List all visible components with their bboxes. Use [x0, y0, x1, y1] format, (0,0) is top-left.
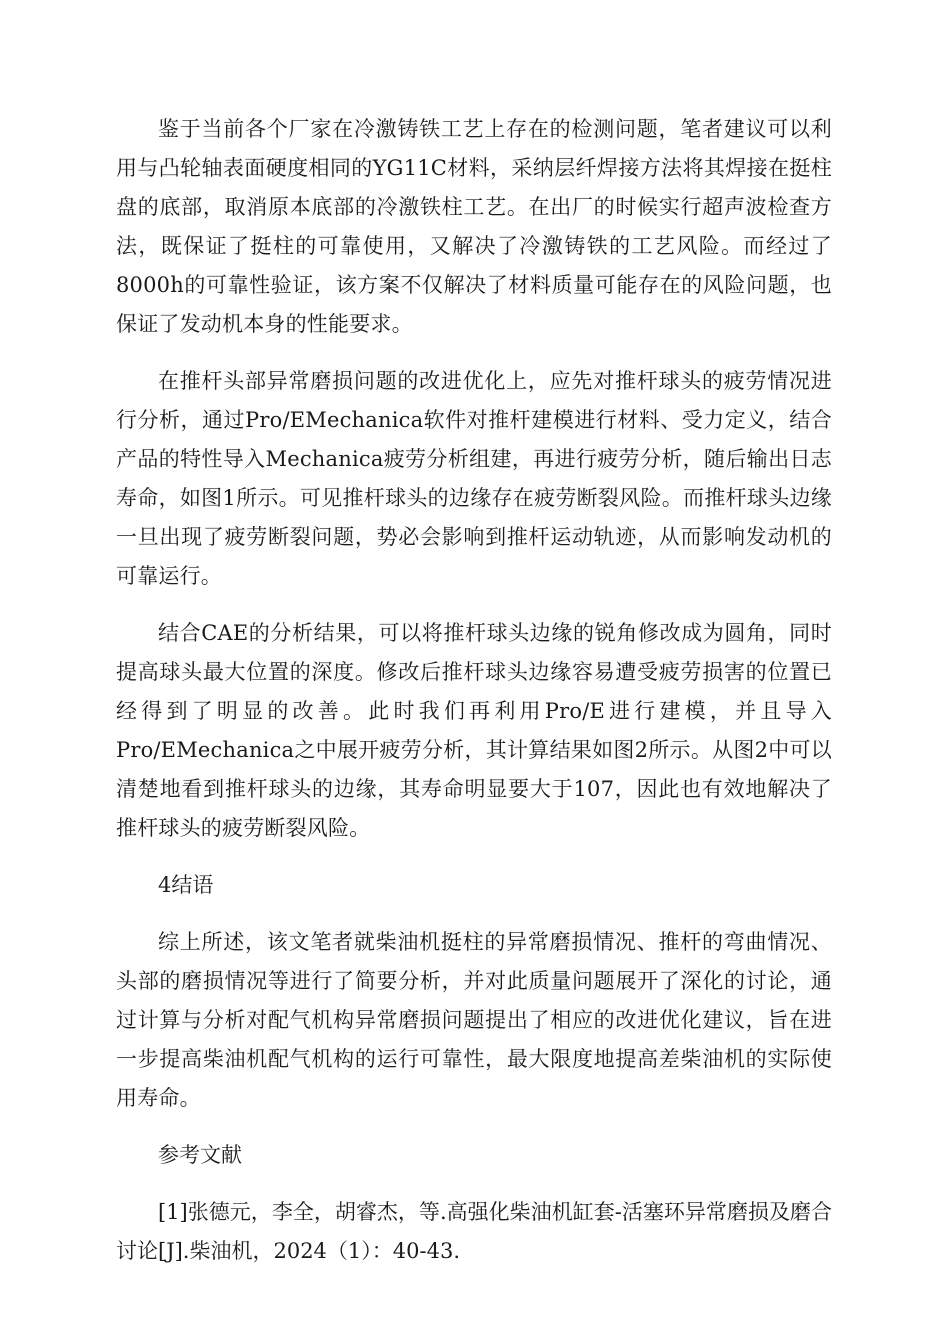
references-heading: 参考文献 — [158, 1143, 242, 1167]
paragraph-pushrod-fatigue: 在推杆头部异常磨损问题的改进优化上，应先对推杆球头的疲劳情况进行分析，通过Pro/EMechanica软件对推杆建模进行材料、受力定义，结合产品的特性导入Mechanica疲劳分析组建，再进行疲劳分析，随后输出日志寿命，如图1所示。可见推杆球头的边缘存在疲劳断裂风险。而推杆球头边缘一旦出现了疲劳断裂问题，势必会影响到推杆运动轨迹，从而影响发动机的可靠运行。 — [116, 369, 832, 588]
document-body — [116, 110, 832, 1271]
section-heading-conclusion: 4结语 — [158, 873, 214, 897]
paragraph-conclusion: 综上所述，该文笔者就柴油机挺柱的异常磨损情况、推杆的弯曲情况、头部的磨损情况等进行了简要分析，并对此质量问题展开了深化的讨论，通过计算与分析对配气机构异常磨损问题提出了相应的改进优化建议，旨在进一步提高柴油机配气机构的运行可靠性，最大限度地提高差柴油机的实际使用寿命。 — [116, 930, 832, 1110]
paragraph-cae-result: 结合CAE的分析结果，可以将推杆球头边缘的锐角修改成为圆角，同时提高球头最大位置的深度。修改后推杆球头边缘容易遭受疲劳损害的位置已经得到了明显的改善。此时我们再利用Pro/E进行建模，并且导入Pro/EMechanica之中展开疲劳分析，其计算结果如图2所示。从图2中可以清楚地看到推杆球头的边缘，其寿命明显要大于107，因此也有效地解决了推杆球头的疲劳断裂风险。 — [116, 621, 832, 840]
paragraph-cold-cast-iron: 鉴于当前各个厂家在冷激铸铁工艺上存在的检测问题，笔者建议可以利用与凸轮轴表面硬度相同的YG11C材料，采纳层纤焊接方法将其焊接在挺柱盘的底部，取消原本底部的冷激铁柱工艺。在出厂的时候实行超声波检查方法，既保证了挺柱的可靠使用，又解决了冷激铸铁的工艺风险。而经过了8000h的可靠性验证，该方案不仅解决了材料质量可能存在的风险问题，也保证了发动机本身的性能要求。 — [116, 117, 832, 336]
reference-item: [1]张德元，李全，胡睿杰，等.高强化柴油机缸套-活塞环异常磨损及磨合讨论[J].柴油机，2024（1）：40-43. — [116, 1200, 832, 1263]
